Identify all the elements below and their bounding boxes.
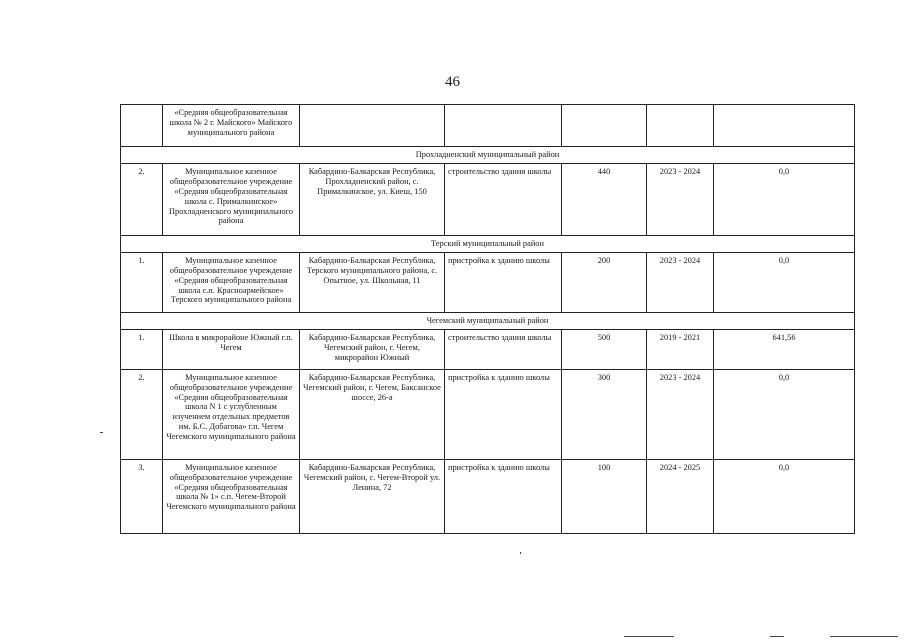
row-number: 1. <box>121 252 163 312</box>
amount: 0,0 <box>714 459 855 533</box>
section-title: Терский муниципальный район <box>121 235 855 252</box>
work-type: пристройка к зданию школы <box>445 459 562 533</box>
scan-mark <box>100 432 103 433</box>
school-name: Муниципальное казенное общеобразовательное учреждение «Средняя общеобразовательная школа № 1» с.п. Чегем-Второй Чегемского муниципального района <box>163 459 300 533</box>
projects-table <box>120 104 855 534</box>
school-address: Кабардино-Балкарская Республика, Прохладненский район, с. Прималкинское, ул. Киеш, 150 <box>300 163 445 235</box>
amount: 0,0 <box>714 163 855 235</box>
capacity: 440 <box>562 163 647 235</box>
school-name: Муниципальное казенное общеобразовательное учреждение «Средняя общеобразовательная школа N 1 с углубленным изучением отдельных предметов им. Б.С. Добагова» г.п. Чегем Чегемского муниципального района <box>163 369 300 459</box>
work-type: строительство здания школы <box>445 163 562 235</box>
row-number: 2. <box>121 163 163 235</box>
capacity: 200 <box>562 252 647 312</box>
section-header <box>121 235 855 252</box>
table-row <box>121 329 855 369</box>
row-number: 3. <box>121 459 163 533</box>
page-number: 46 <box>445 74 460 90</box>
work-type: строительство здания школы <box>445 329 562 369</box>
row-number: 1. <box>121 329 163 369</box>
amount: 641,56 <box>714 329 855 369</box>
amount: 0,0 <box>714 252 855 312</box>
scan-mark <box>770 636 784 637</box>
work-type: пристройка к зданию школы <box>445 369 562 459</box>
school-address: Кабардино-Балкарская Республика, Чегемский район, с. Чегем-Второй ул. Ленина, 72 <box>300 459 445 533</box>
school-address: Кабардино-Балкарская Республика, Чегемский район, г. Чегем, Баксанское шоссе, 26-а <box>300 369 445 459</box>
school-name: Школа в микрорайоне Южный г.п. Чегем <box>163 329 300 369</box>
school-name: «Средняя общеобразовательная школа № 2 г. Майского» Майского муниципального района <box>163 105 300 147</box>
capacity: 500 <box>562 329 647 369</box>
table-row <box>121 369 855 459</box>
school-address: Кабардино-Балкарская Республика, Чегемский район, г. Чегем, микрорайон Южный <box>300 329 445 369</box>
table-row <box>121 459 855 533</box>
scan-mark <box>830 636 898 637</box>
section-title: Прохладненский муниципальный район <box>121 147 855 164</box>
section-title: Чегемский муниципальный район <box>121 312 855 329</box>
years: 2019 - 2021 <box>647 329 714 369</box>
years: 2023 - 2024 <box>647 252 714 312</box>
scan-mark <box>624 636 674 637</box>
years: 2024 - 2025 <box>647 459 714 533</box>
years: 2023 - 2024 <box>647 163 714 235</box>
section-header <box>121 147 855 164</box>
work-type: пристройка к зданию школы <box>445 252 562 312</box>
years: 2023 - 2024 <box>647 369 714 459</box>
school-name: Муниципальное казенное общеобразовательное учреждение «Средняя общеобразовательная школа с. Прималкинское» Прохладненского муниципального района <box>163 163 300 235</box>
table-row <box>121 163 855 235</box>
table-row <box>121 252 855 312</box>
row-number: 2. <box>121 369 163 459</box>
amount: 0,0 <box>714 369 855 459</box>
section-header <box>121 312 855 329</box>
row-number <box>121 105 163 147</box>
capacity: 300 <box>562 369 647 459</box>
scan-mark <box>520 552 521 554</box>
school-name: Муниципальное казенное общеобразовательное учреждение «Средняя общеобразовательная школа с.п. Красноармейское» Терского муниципального района <box>163 252 300 312</box>
table-row <box>121 105 855 147</box>
capacity: 100 <box>562 459 647 533</box>
school-address: Кабардино-Балкарская Республика, Терского муниципального района, с. Опытное, ул. Школьная, 11 <box>300 252 445 312</box>
